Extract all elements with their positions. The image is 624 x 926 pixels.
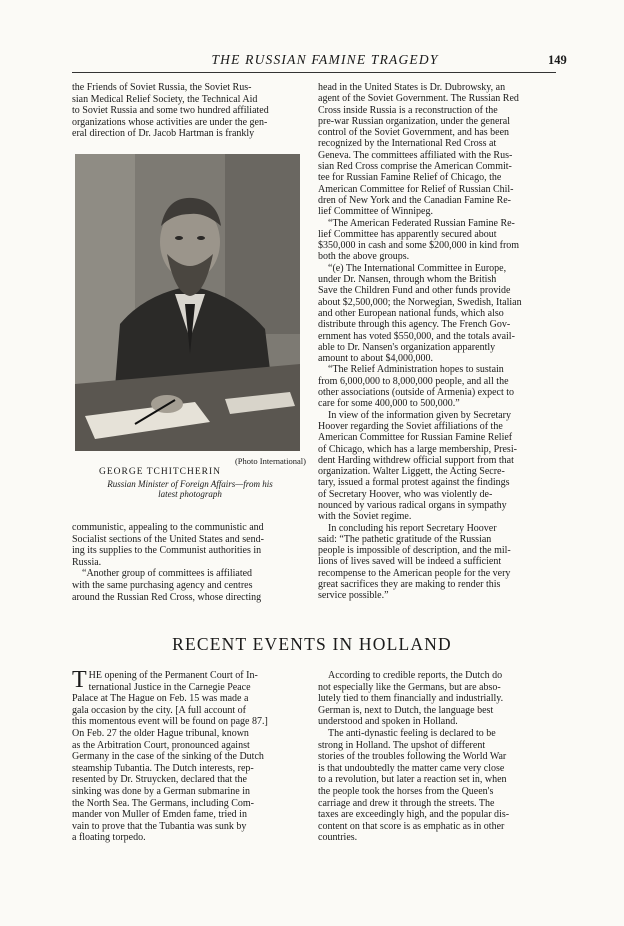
text-line: mander von Muller of Emden fame, tried in: [72, 809, 247, 821]
text-line: Russia.: [72, 556, 102, 568]
text-line: Cross inside Russia is a reconstruction of the: [318, 104, 498, 116]
text-line: this momentous event will be found on page 87.]: [72, 716, 268, 728]
text-line: lions of lives saved will be indeed a sufficient: [318, 556, 502, 568]
section-title: RECENT EVENTS IN HOLLAND: [172, 634, 452, 654]
text-line: According to credible reports, the Dutch do: [328, 670, 503, 681]
text-line: countries.: [318, 832, 358, 844]
text-line: with the Soviet regime.: [318, 511, 412, 523]
holland-left-column: [72, 667, 308, 844]
text-line: “(e) The International Committee in Europe,: [328, 262, 507, 274]
left-column-bottom: [72, 522, 308, 603]
text-line: pre-war Russian organization, under the general: [318, 115, 510, 127]
text-line: under Dr. Nansen, through whom the British: [318, 274, 497, 286]
photo-credit: (Photo International): [234, 456, 306, 466]
text-line: of Secretary Hoover, who was violently de-: [318, 488, 493, 500]
text-line: head in the United States is Dr. Dubrowsky, an: [318, 82, 506, 93]
text-line: strong in Holland. The upshot of different: [318, 739, 486, 751]
text-line: great sacrifices they are making to render this: [318, 579, 501, 591]
text-line: Palace at The Hague on Feb. 15 was made a: [72, 693, 249, 705]
caption-name: GEORGE TCHITCHERIN: [98, 467, 222, 477]
text-line: able to Dr. Nansen's organization apparently: [318, 341, 496, 353]
text-line: said: “The pathetic gratitude of the Russian: [318, 533, 492, 545]
text-line: and other European national funds, which also: [318, 307, 504, 319]
text-line: German is, next to Dutch, the language best: [318, 704, 494, 716]
text-line: In view of the information given by Secretary: [328, 409, 511, 421]
text-line: Germany in the case of the sinking of the Dutch: [72, 751, 264, 763]
drop-cap: T: [72, 667, 87, 693]
text-line: recognized by the International Red Cross at: [318, 138, 497, 150]
text-line: American Committee for Relief of Russian Chil-: [318, 183, 514, 195]
caption-description: [75, 479, 305, 499]
text-line: to a revolution, but later a reaction set in, when: [318, 774, 507, 786]
caption-line: latest photograph: [158, 489, 222, 499]
text-line: amount to about $4,000,000.: [318, 353, 433, 365]
text-line: from 6,000,000 to 8,000,000 people, and all the: [318, 375, 509, 387]
text-line: distribute through this agency. The French Gov-: [318, 319, 511, 331]
text-line: lief Committee of Winnipeg.: [318, 206, 433, 218]
text-line: organizations whose activities are under the gen-: [72, 116, 268, 128]
text-line: Geneva. The committees affiliated with the Rus-: [318, 149, 513, 161]
text-line: “Another group of committees is affiliated: [82, 568, 253, 580]
text-line: lief Committee has apparently secured about: [318, 228, 497, 240]
text-line: In concluding his report Secretary Hoover: [328, 522, 497, 534]
text-line: sian Red Cross comprise the American Commit-: [318, 161, 512, 173]
text-line: is that undoubtedly the matter came very close: [318, 762, 505, 774]
text-line: $350,000 in cash and some $200,000 in kind from: [318, 240, 520, 252]
text-line: the North Sea. The Germans, including Com-: [72, 797, 255, 809]
text-line: to Soviet Russia and some two hundred affiliated: [72, 105, 269, 117]
portrait-illustration: [75, 154, 300, 451]
text-line: sian Medical Relief Society, the Technical Aid: [72, 93, 258, 105]
text-line: eral direction of Dr. Jacob Hartman is frankly: [72, 128, 255, 140]
text-line: the Friends of Soviet Russia, the Soviet Rus-: [72, 82, 252, 93]
text-line: HE opening of the Permanent Court of In-: [88, 670, 258, 681]
text-line: taxes are exceedingly high, and the popular dis-: [318, 809, 510, 821]
portrait-photo: [75, 154, 300, 451]
text-line: not especially like the Germans, but are abso-: [318, 681, 501, 693]
text-line: Save the Children Fund and other funds provide: [318, 285, 511, 297]
text-line: around the Russian Red Cross, whose directing: [72, 591, 262, 603]
text-line: service possible.”: [318, 590, 389, 602]
text-line: people is impossible of description, and the mil-: [318, 545, 511, 557]
text-line: as the Arbitration Court, pronounced against: [72, 739, 250, 751]
text-line: “The American Federated Russian Famine Re-: [328, 217, 515, 229]
text-line: ternational Justice in the Carnegie Peace: [88, 681, 251, 693]
text-line: content on that score is as emphatic as in other: [318, 820, 505, 832]
text-line: carriage and drew it through the streets. The: [318, 797, 495, 809]
text-line: control of the Soviet Government, and has been: [318, 127, 510, 139]
caption-line: Russian Minister of Foreign Affairs—from his: [107, 479, 273, 489]
text-line: about $2,500,000; the Norwegian, Swedish, Italian: [318, 296, 522, 308]
text-line: both the above groups.: [318, 251, 410, 263]
text-line: tary, issued a formal protest against the findings: [318, 477, 510, 489]
text-line: organization. Walter Liggett, the Acting Secre-: [318, 466, 505, 478]
text-line: sinking was done by a German submarine in: [72, 785, 251, 797]
text-line: tee for Russian Famine Relief of Chicago, the: [318, 172, 502, 184]
text-line: understood and spoken in Holland.: [318, 716, 458, 728]
left-column-top: [72, 82, 308, 140]
text-line: “The Relief Administration hopes to sustain: [328, 364, 504, 376]
text-line: dren of New York and the Canadian Famine Re-: [318, 194, 512, 206]
text-line: ing its supplies to the Communist authorities in: [72, 545, 262, 557]
text-line: gala occasion by the city. [A full account of: [72, 704, 247, 716]
text-line: agent of the Soviet Government. The Russian Red: [318, 93, 519, 105]
text-line: dent Harding withdrew official support from that: [318, 454, 514, 466]
holland-right-column: [318, 670, 554, 844]
text-line: lutely tied to them financially and industrially.: [318, 693, 504, 705]
text-line: resented by Dr. Struycken, declared that the: [72, 774, 247, 786]
running-title: THE RUSSIAN FAMINE TRAGEDY: [211, 52, 439, 67]
text-line: American Committee for Russian Famine Relief: [318, 432, 513, 444]
right-column: [318, 82, 554, 602]
text-line: On Feb. 27 the older Hague tribunal, known: [72, 727, 249, 739]
text-line: the people took the horses from the Queen's: [318, 785, 494, 797]
text-line: stories of the troubles following the World War: [318, 751, 507, 763]
text-line: other associations (outside of Armenia) expect to: [318, 387, 515, 399]
text-line: steamship Tubantia. The Dutch interests, rep-: [72, 762, 254, 774]
text-line: care for some 400,000 to 500,000.”: [318, 398, 460, 410]
text-line: a floating torpedo.: [72, 832, 146, 844]
text-line: ernment has voted $550,000, and the totals avail-: [318, 330, 515, 342]
text-line: communistic, appealing to the communistic and: [72, 522, 264, 533]
text-line: Socialist sections of the United States and send-: [72, 533, 264, 545]
header-rule: [72, 72, 556, 73]
text-line: vain to prove that the Tubantia was sunk by: [72, 820, 247, 832]
text-line: nounced by various radical organs in sympathy: [318, 499, 507, 511]
text-line: recompense to the American people for the very: [318, 567, 511, 579]
text-line: The anti-dynastic feeling is declared to be: [328, 727, 496, 739]
page-number: 149: [548, 53, 567, 67]
text-line: Hoover regarding the Soviet affiliations of the: [318, 420, 503, 432]
text-line: of Chicago, which has a large membership, Presi-: [318, 443, 517, 455]
running-head: [0, 52, 624, 72]
text-line: with the same purchasing agency and centres: [72, 579, 253, 591]
